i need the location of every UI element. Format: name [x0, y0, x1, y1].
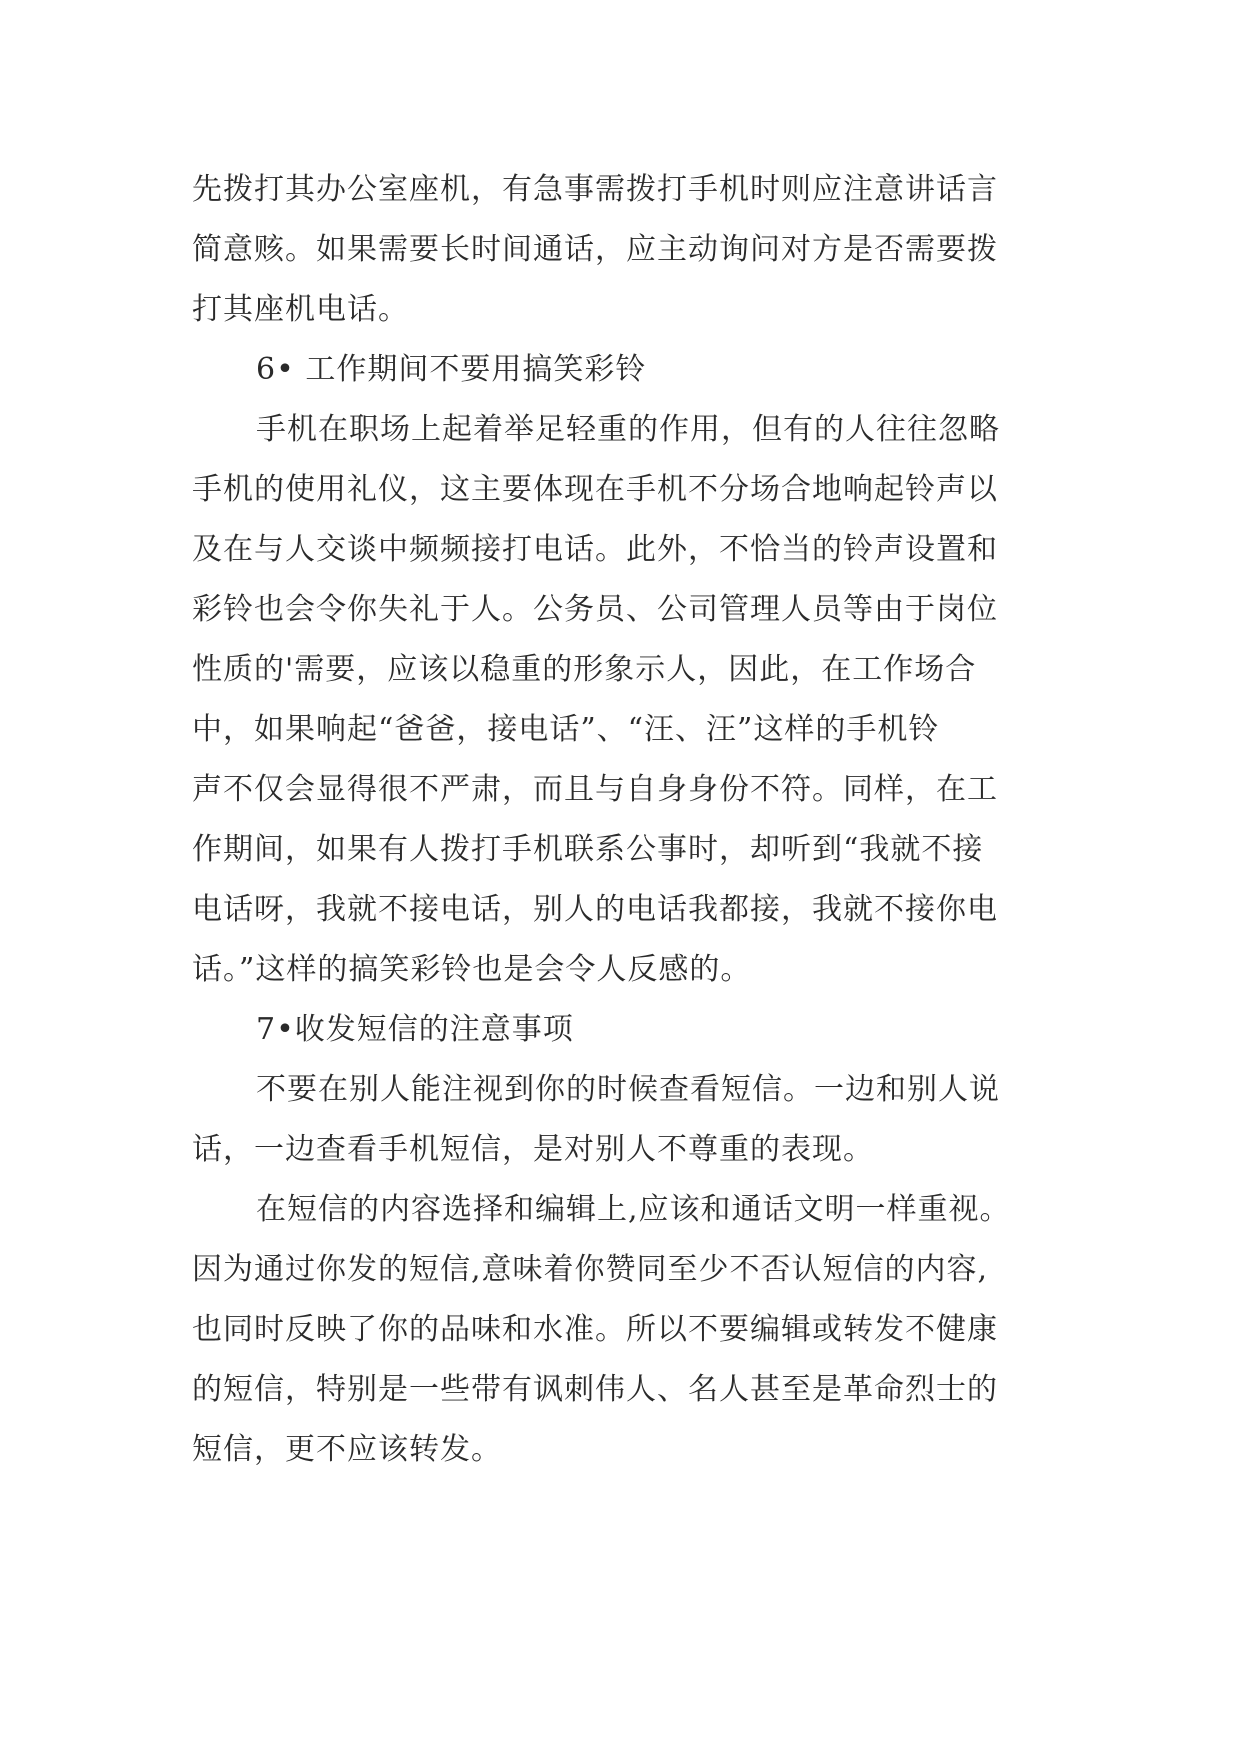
- text-line: 电话呀，我就不接电话，别人的电话我都接，我就不接你电: [192, 892, 998, 927]
- text-line: 因为通过你发的短信,意味着你赞同至少不否认短信的内容,: [192, 1252, 989, 1287]
- text-line: 作期间，如果有人拨打手机联系公事时，却听到“我就不接: [192, 832, 984, 867]
- section-heading-6: 6• 工作期间不要用搞笑彩铃: [256, 352, 647, 387]
- text-line: 及在与人交谈中频频接打电话。此外，不恰当的铃声设置和: [192, 532, 998, 567]
- text-line: 短信，更不应该转发。: [192, 1432, 502, 1467]
- text-line: 先拨打其办公室座机，有急事需拨打手机时则应注意讲话言: [192, 172, 998, 207]
- text-line: 打其座机电话。: [192, 292, 409, 327]
- document-body: [192, 160, 1058, 1480]
- text-line: 话。”这样的搞笑彩铃也是会令人反感的。: [192, 952, 752, 987]
- text-line: 也同时反映了你的品味和水准。所以不要编辑或转发不健康: [192, 1312, 998, 1347]
- text-line: 中，如果响起“爸爸，接电话”、“汪、汪”这样的手机铃: [192, 712, 940, 747]
- text-line: 在短信的内容选择和编辑上,应该和通话文明一样重视。: [256, 1192, 1011, 1227]
- text-line: 话，一边查看手机短信，是对别人不尊重的表现。: [192, 1132, 874, 1167]
- text-line: 性质的'需要，应该以稳重的形象示人，因此，在工作场合: [192, 652, 977, 687]
- text-line: 手机的使用礼仪，这主要体现在手机不分场合地响起铃声以: [192, 472, 998, 507]
- text-line: 声不仅会显得很不严肃，而且与自身身份不符。同样，在工: [192, 772, 998, 807]
- text-line: 彩铃也会令你失礼于人。公务员、公司管理人员等由于岗位: [192, 592, 998, 627]
- section-heading-7: 7•收发短信的注意事项: [256, 1012, 574, 1047]
- text-line: 手机在职场上起着举足轻重的作用，但有的人往往忽略: [256, 412, 1000, 447]
- text-line: 的短信，特别是一些带有讽刺伟人、名人甚至是革命烈士的: [192, 1372, 998, 1407]
- text-line: 简意赅。如果需要长时间通话，应主动询问对方是否需要拨: [192, 232, 998, 267]
- text-line: 不要在别人能注视到你的时候查看短信。一边和别人说: [256, 1072, 1000, 1107]
